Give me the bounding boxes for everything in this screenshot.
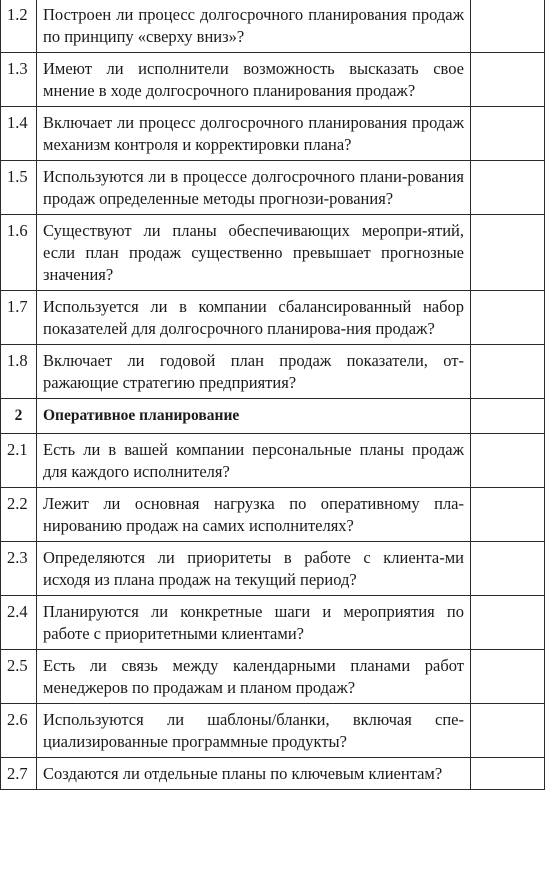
answer-cell[interactable] xyxy=(471,291,545,345)
question-number: 1.8 xyxy=(1,345,37,399)
answer-cell[interactable] xyxy=(471,53,545,107)
question-number: 1.2 xyxy=(1,0,37,53)
table-row xyxy=(1,704,545,758)
section-number: 2 xyxy=(1,399,37,434)
question-text: Есть ли в вашей компании персональные планы продаж для каждого исполнителя? xyxy=(37,434,471,488)
answer-cell[interactable] xyxy=(471,345,545,399)
question-text: Построен ли процесс долгосрочного планирования продаж по принципу «сверху вниз»? xyxy=(37,0,471,53)
question-number: 2.2 xyxy=(1,488,37,542)
question-number: 2.5 xyxy=(1,650,37,704)
question-number: 2.7 xyxy=(1,758,37,790)
question-number: 1.3 xyxy=(1,53,37,107)
question-text: Включает ли годовой план продаж показатели, от-ражающие стратегию предприятия? xyxy=(37,345,471,399)
table-row xyxy=(1,542,545,596)
table-row xyxy=(1,345,545,399)
question-number: 1.6 xyxy=(1,215,37,291)
answer-cell[interactable] xyxy=(471,434,545,488)
table-row xyxy=(1,161,545,215)
answer-cell[interactable] xyxy=(471,704,545,758)
table-row xyxy=(1,53,545,107)
answer-cell[interactable] xyxy=(471,0,545,53)
question-text: Используются ли в процессе долгосрочного плани-рования продаж определенные методы прогнози-рования? xyxy=(37,161,471,215)
table-row xyxy=(1,434,545,488)
question-number: 2.1 xyxy=(1,434,37,488)
question-number: 1.4 xyxy=(1,107,37,161)
question-number: 1.7 xyxy=(1,291,37,345)
answer-cell[interactable] xyxy=(471,161,545,215)
section-title: Оперативное планирование xyxy=(37,399,471,434)
table-row xyxy=(1,488,545,542)
question-number: 2.3 xyxy=(1,542,37,596)
table-row xyxy=(1,650,545,704)
question-number: 2.6 xyxy=(1,704,37,758)
section-answer-cell xyxy=(471,399,545,434)
answer-cell[interactable] xyxy=(471,542,545,596)
table-row xyxy=(1,107,545,161)
question-text: Включает ли процесс долгосрочного планирования продаж механизм контроля и корректировки плана? xyxy=(37,107,471,161)
question-text: Создаются ли отдельные планы по ключевым клиентам? xyxy=(37,758,471,790)
table-row xyxy=(1,215,545,291)
question-text: Определяются ли приоритеты в работе с клиента-ми исходя из плана продаж на текущий период? xyxy=(37,542,471,596)
question-text: Используются ли шаблоны/бланки, включая спе-циализированные программные продукты? xyxy=(37,704,471,758)
question-text: Существуют ли планы обеспечивающих меропри-ятий, если план продаж существенно превышает прогнозные значения? xyxy=(37,215,471,291)
question-number: 2.4 xyxy=(1,596,37,650)
answer-cell[interactable] xyxy=(471,650,545,704)
question-number: 1.5 xyxy=(1,161,37,215)
answer-cell[interactable] xyxy=(471,758,545,790)
answer-cell[interactable] xyxy=(471,215,545,291)
answer-cell[interactable] xyxy=(471,596,545,650)
table-row xyxy=(1,596,545,650)
answer-cell[interactable] xyxy=(471,107,545,161)
question-text: Имеют ли исполнители возможность высказать свое мнение в ходе долгосрочного планирования продаж? xyxy=(37,53,471,107)
section-header-row xyxy=(1,399,545,434)
answer-cell[interactable] xyxy=(471,488,545,542)
question-text: Лежит ли основная нагрузка по оперативному пла-нированию продаж на самих исполнителях? xyxy=(37,488,471,542)
question-text: Используется ли в компании сбалансированный набор показателей для долгосрочного планирова-ния продаж? xyxy=(37,291,471,345)
table-row xyxy=(1,758,545,790)
table-row xyxy=(1,291,545,345)
question-text: Планируются ли конкретные шаги и мероприятия по работе с приоритетными клиентами? xyxy=(37,596,471,650)
question-text: Есть ли связь между календарными планами работ менеджеров по продажам и планом продаж? xyxy=(37,650,471,704)
table-row xyxy=(1,0,545,53)
